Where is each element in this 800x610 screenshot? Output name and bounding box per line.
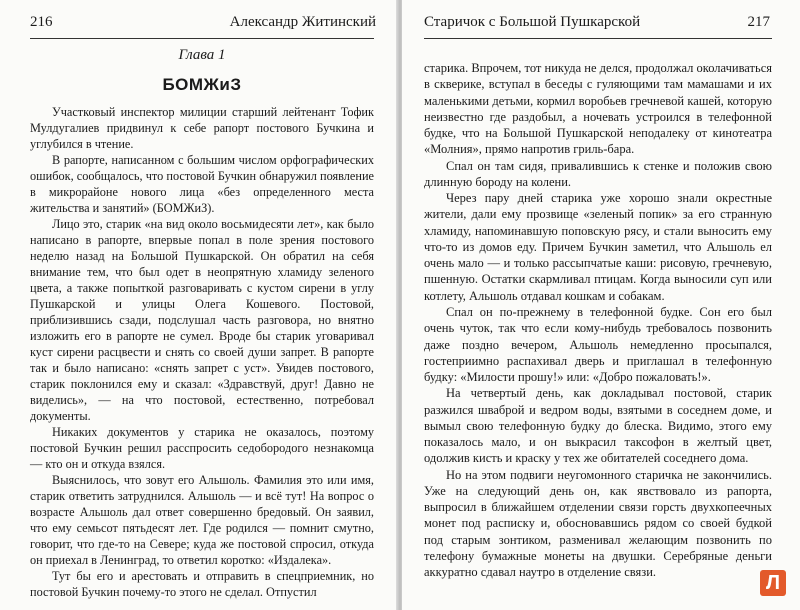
right-text-column [424, 60, 772, 581]
left-page [0, 0, 398, 610]
page-number: 216 [30, 14, 53, 30]
running-head-author: Александр Житинский [229, 14, 376, 30]
chapter-label: Глава 1 [178, 47, 226, 63]
paragraph: Никаких документов у старика не оказалось, поэтому постовой Бучкин решил расспросить седобородого незнакомца — кто он и откуда взялся. [30, 425, 374, 471]
right-page [402, 0, 800, 610]
publisher-logo-icon: Л [760, 570, 786, 596]
paragraph: Спал он по-прежнему в телефонной будке. Сон его был очень чуток, так что если кому-нибудь требовалось позвонить даже поздно вечером, Альшоль немедленно просыпался, гостеприимно распахивал дверь и приглашал в телефонную будку: «Милости прошу!» или: «Добро пожаловать!». [424, 304, 772, 385]
paragraph: В рапорте, написанном с большим числом орфографических ошибок, сообщалось, что постовой Бучкин обнаружил появление в микрорайоне нового лица «без определенного места жительства и занятий» (БОМЖиЗ). [30, 153, 374, 215]
paragraph: Участковый инспектор милиции старший лейтенант Тофик Мулдугалиев придвинул к себе рапорт постового Бучкина и углубился в чтение. [30, 105, 374, 151]
paragraph: Тут бы его и арестовать и отправить в спецприемник, но постовой Бучкин почему-то этого не сделал. Отпустил [30, 569, 374, 599]
paragraph: Но на этом подвиги неугомонного старичка не закончились. Уже на следующий день он, как явствовало из рапорта, выпросил в ближайшем отделении связи горсть двухкопеечных монет под расписку и, обосновавшись рядом со своей будкой под старым зонтиком, разменивал желающим позвонить по телефону бумажные монеты на двушки. Серебряные деньги аккуратно сдавал наутро в отделение связи. [424, 467, 772, 580]
paragraph: Лицо это, старик «на вид около восьмидесяти лет», как было написано в рапорте, впервые попал в поле зрения постового неделю назад на Большой Пушкарской. Он обратил на себя внимание тем, что был одет в неопрятную хламиду зеленого цвета, а также попыткой разговаривать с кустом сирени в углу Пушкарской и улицы Олега Кошевого. Постовой, приблизившись сзади, подслушал часть разговора, но внятно изложить его в рапорте не сумел. Вроде бы старик уговаривал куст сирени расцвести и снять со своей души запрет. В рапорте так и было написано: «снять запрет с уст». Увидев постового, старик поклонился ему и сказал: «Здравствуй, друг! Давно не виделись», — на что постовой, естественно, потребовал документы. [30, 217, 374, 423]
paragraph: Выяснилось, что зовут его Альшоль. Фамилия это или имя, старик ответить затруднился. Альшоль — и всё тут! На вопрос о возрасте Альшоль дал ответ совершенно бредовый. Он заявил, что ему семьсот пятьдесят лет. Где родился — помнит смутно, говорит, что где-то на Севере; куда же постовой спросил, откуда он приехал в Ленинград, то ответил коротко: «Издалека». [30, 473, 374, 567]
chapter-title: БОМЖиЗ [162, 75, 242, 94]
header-rule [30, 38, 374, 39]
paragraph: старика. Впрочем, тот никуда не делся, продолжал околачиваться в скверике, вступал в беседы с гуляющими там мамашами и их маленькими детьми, кормил воробьев гречневой кашей, которую неизвестно где раздобыл, а ночевать устроился в телефонной будке, что на Большой Пушкарской неподалеку от кинотеатра «Молния», прямо напротив гриль-бара. [424, 61, 772, 157]
running-head-title: Старичок с Большой Пушкарской [424, 14, 641, 30]
paragraph: Спал он там сидя, привалившись к стенке и положив свою длинную бороду на колени. [424, 158, 772, 189]
page-number: 217 [747, 14, 770, 30]
header-rule [424, 38, 772, 39]
paragraph: Через пару дней старика уже хорошо знали окрестные жители, дали ему прозвище «зеленый попик» за его странную хламиду, напоминавшую поповскую рясу, и стали выносить ему что-то из домов еду. Причем Бучкин заметил, что Альшоль ел очень мало — и только рассыпчатые каши: рисовую, гречневую, пшенную. Остатки скармливал птицам. Когда выносили суп или котлету, Альшоль отдавал кошкам и собакам. [424, 191, 772, 303]
left-text-column [30, 104, 374, 600]
paragraph: На четвертый день, как докладывал постовой, старик разжился шваброй и ведром воды, взятыми в соседнем доме, и вымыл свою телефонную будку до блеска. Видимо, этого ему показалось мало, и он выкрасил таксофон в желтый цвет, одолжив кисть и краску у тех же обитателей соседнего дома. [424, 386, 772, 466]
